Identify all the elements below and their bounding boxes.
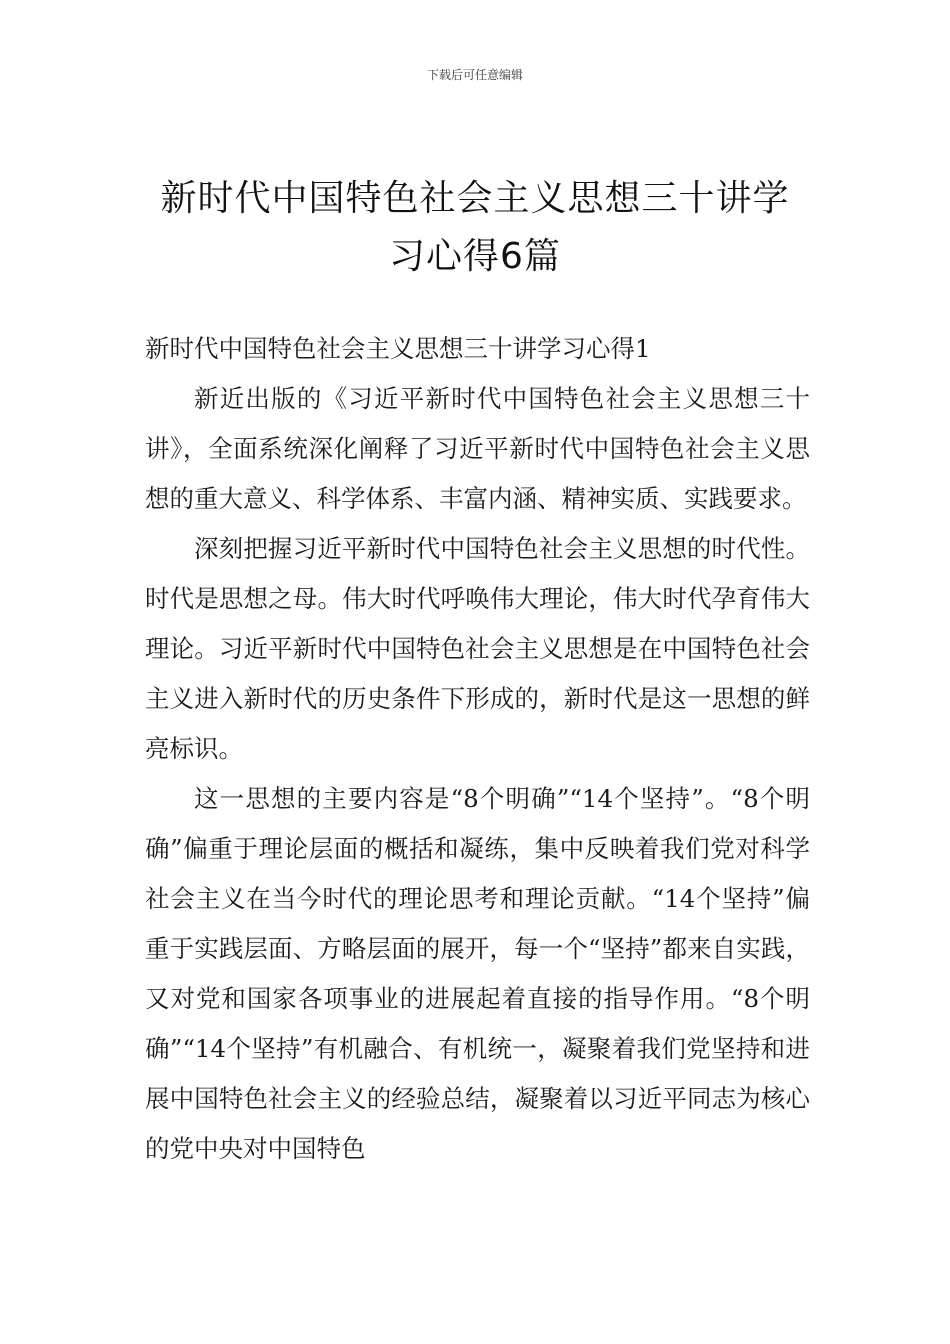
document-title: 新时代中国特色社会主义思想三十讲学习心得6篇 bbox=[160, 178, 790, 277]
section-heading: 新时代中国特色社会主义思想三十讲学习心得1 bbox=[145, 334, 651, 363]
document-body bbox=[145, 324, 810, 1174]
header-note: 下载后可任意编辑 bbox=[426, 68, 523, 82]
body-paragraph: 这一思想的主要内容是“8个明确”“14个坚持”。“8个明确”偏重于理论层面的概括和凝练，集中反映着我们党对科学社会主义在当今时代的理论思考和理论贡献。“14个坚持”偏重于实践层面、方略层面的展开，每一个“坚持”都来自实践，又对党和国家各项事业的进展起着直接的指导作用。“8个明确”“14个坚持”有机融合、有机统一，凝聚着我们党坚持和进展中国特色社会主义的经验总结，凝聚着以习近平同志为核心的党中央对中国特色 bbox=[145, 784, 810, 1163]
body-paragraph: 新近出版的《习近平新时代中国特色社会主义思想三十讲》，全面系统深化阐释了习近平新时代中国特色社会主义思想的重大意义、科学体系、丰富内涵、精神实质、实践要求。 bbox=[145, 384, 810, 513]
body-paragraph: 深刻把握习近平新时代中国特色社会主义思想的时代性。时代是思想之母。伟大时代呼唤伟大理论，伟大时代孕育伟大理论。习近平新时代中国特色社会主义思想是在中国特色社会主义进入新时代的历史条件下形成的，新时代是这一思想的鲜亮标识。 bbox=[145, 534, 810, 763]
